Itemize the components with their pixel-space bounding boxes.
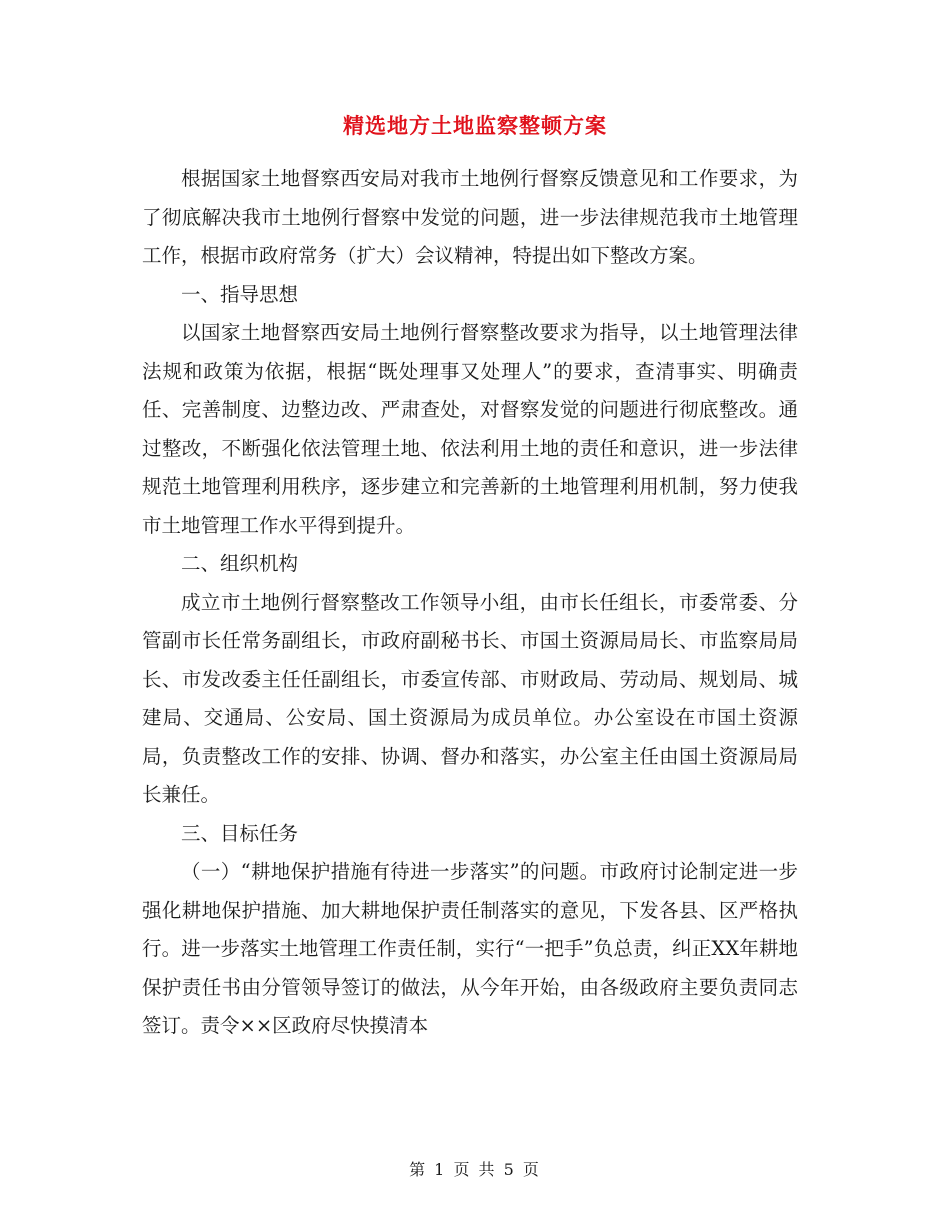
paragraph-guiding-thought: 以国家土地督察西安局土地例行督察整改要求为指导，以土地管理法律法规和政策为依据，根据“既处理事又处理人”的要求，查清事实、明确责任、完善制度、边整边改、严肃查处，对督察发觉的问题进行彻底整改。通过整改，不断强化依法管理土地、依法利用土地的责任和意识，进一步法律规范土地管理利用秩序，逐步建立和完善新的土地管理利用机制，努力使我市土地管理工作水平得到提升。 bbox=[142, 321, 798, 537]
document-title: 精选地方土地监察整顿方案 bbox=[343, 113, 607, 138]
paragraph-goal-1: （一）“耕地保护措施有待进一步落实”的问题。市政府讨论制定进一步强化耕地保护措施、加大耕地保护责任制落实的意见，下发各县、区严格执行。进一步落实土地管理工作责任制，实行“一把手”负总责，纠正XX年耕地保护责任书由分管领导签订的做法，从今年开始，由各级政府主要负责同志签订。责令××区政府尽快摸清本 bbox=[142, 860, 798, 1037]
paragraph-intro: 根据国家土地督察西安局对我市土地例行督察反馈意见和工作要求，为了彻底解决我市土地例行督察中发觉的问题，进一步法律规范我市土地管理工作，根据市政府常务（扩大）会议精神，特提出如下整改方案。 bbox=[142, 167, 798, 267]
paragraph-organization: 成立市土地例行督察整改工作领导小组，由市长任组长，市委常委、分管副市长任常务副组长，市政府副秘书长、市国土资源局局长、市监察局局长、市发改委主任任副组长，市委宣传部、市财政局、劳动局、规划局、城建局、交通局、公安局、国土资源局为成员单位。办公室设在市国土资源局，负责整改工作的安排、协调、督办和落实，办公室主任由国土资源局局长兼任。 bbox=[142, 590, 798, 806]
section-heading-goals: 三、目标任务 bbox=[181, 821, 299, 845]
section-heading-organization: 二、组织机构 bbox=[181, 552, 299, 575]
document-body bbox=[142, 160, 798, 1046]
section-heading-guiding-thought: 一、指导思想 bbox=[181, 282, 299, 306]
page-number-footer: 第 1 页 共 5 页 bbox=[409, 1160, 541, 1179]
